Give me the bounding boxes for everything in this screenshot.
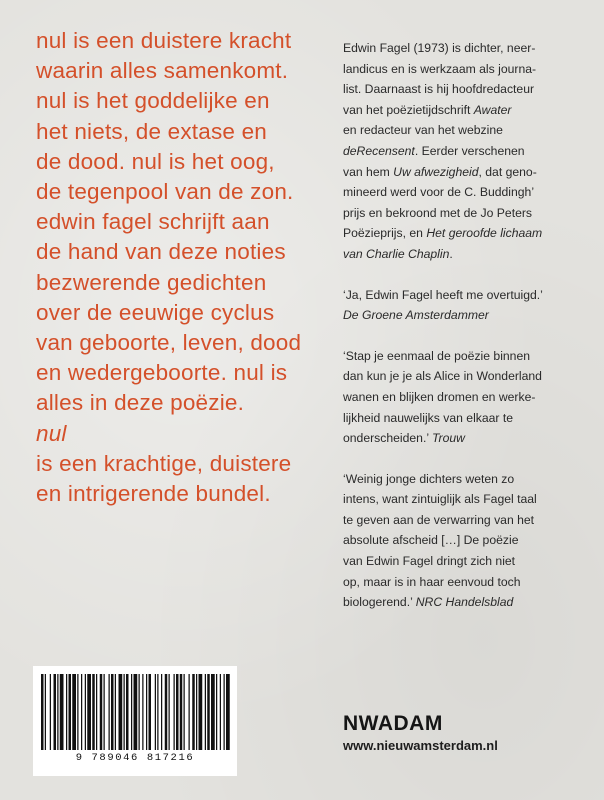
bio-line: mineerd werd voor de C. Buddingh’ bbox=[343, 185, 535, 200]
bio-line: en redacteur van het webzine bbox=[343, 123, 503, 138]
quote-source: De Groene Amsterdammer bbox=[343, 308, 489, 323]
blurb-title-italic: nul bbox=[36, 420, 67, 446]
quote-line: te geven aan de verwarring van het bbox=[343, 512, 535, 527]
bio-italic: Uw afwezigheid bbox=[393, 164, 479, 179]
bio-line bbox=[343, 223, 593, 244]
review-quote bbox=[343, 469, 593, 613]
quote-line: ‘Ja, Edwin Fagel heeft me overtuigd.’ bbox=[343, 287, 543, 302]
bio-text: . Eerder verschenen bbox=[414, 143, 525, 158]
blurb-line: is een krachtige, duistere bbox=[36, 450, 292, 476]
bio-text: van hem bbox=[343, 164, 390, 179]
blurb-line: de tegenpool van de zon. bbox=[36, 179, 294, 205]
blurb-line: en wedergeboorte. nul is bbox=[36, 360, 288, 386]
spacer bbox=[343, 265, 593, 285]
cover-blurb bbox=[36, 26, 326, 509]
bio-line: landicus en is werkzaam als journa- bbox=[343, 61, 537, 76]
blurb-line: van geboorte, leven, dood bbox=[36, 330, 302, 356]
bio-italic: deRecensent bbox=[343, 143, 415, 158]
barcode-bars-icon bbox=[39, 674, 231, 750]
blurb-line: edwin fagel schrijft aan bbox=[36, 209, 270, 235]
quote-line bbox=[343, 305, 593, 326]
quote-source: NRC Handelsblad bbox=[415, 595, 514, 610]
bio-line bbox=[343, 141, 593, 162]
quote-line: wanen en blijken dromen en werke- bbox=[343, 389, 536, 404]
blurb-line: en intrigerende bundel. bbox=[36, 481, 271, 507]
bio-line bbox=[343, 162, 593, 183]
quote-line: ‘Weinig jonge dichters weten zo bbox=[343, 471, 515, 486]
review-quote bbox=[343, 346, 593, 449]
right-column bbox=[343, 38, 593, 613]
isbn-barcode bbox=[33, 666, 237, 776]
quote-line bbox=[343, 592, 593, 613]
bio-line: Edwin Fagel (1973) is dichter, neer- bbox=[343, 41, 536, 55]
blurb-line: de dood. nul is het oog, bbox=[36, 148, 275, 174]
author-bio bbox=[343, 38, 593, 265]
barcode-digits: 9 789046 817216 bbox=[75, 752, 195, 764]
blurb-line: nul is een duistere kracht bbox=[36, 28, 292, 53]
blurb-line: nul is het goddelijke en bbox=[36, 88, 270, 114]
review-quote bbox=[343, 285, 593, 326]
quote-source: Trouw bbox=[432, 431, 465, 446]
spacer bbox=[343, 326, 593, 346]
bio-line bbox=[343, 100, 593, 121]
blurb-line: alles in deze poëzie. bbox=[36, 390, 245, 416]
blurb-line: bezwerende gedichten bbox=[36, 269, 267, 295]
bio-line: list. Daarnaast is hij hoofdredacteur bbox=[343, 82, 535, 97]
blurb-line: waarin alles samenkomt. bbox=[36, 58, 289, 84]
quote-text: onderscheiden.’ bbox=[343, 431, 429, 446]
blurb-line: het niets, de extase en bbox=[36, 118, 268, 144]
blurb-line bbox=[36, 419, 326, 449]
spacer bbox=[343, 449, 593, 469]
bio-text: van het poëzietijdschrift bbox=[343, 102, 471, 117]
bio-line bbox=[343, 244, 593, 265]
quote-line: op, maar is in haar eenvoud toch bbox=[343, 574, 521, 589]
quote-text: biologerend.’ bbox=[343, 595, 413, 610]
quote-line bbox=[343, 428, 593, 449]
publisher-logo: NWADAM bbox=[343, 712, 443, 735]
bio-italic: van Charlie Chaplin bbox=[343, 246, 450, 261]
bio-text: , dat geno- bbox=[478, 164, 537, 179]
quote-line: van Edwin Fagel dringt zich niet bbox=[343, 554, 516, 569]
quote-line: lijkheid nauwelijks van elkaar te bbox=[343, 410, 514, 425]
blurb-line: over de eeuwige cyclus bbox=[36, 299, 275, 325]
quote-line: ‘Stap je eenmaal de poëzie binnen bbox=[343, 348, 531, 363]
bio-text: Poëzieprijs, en bbox=[343, 226, 423, 241]
publisher-url[interactable]: www.nieuwamsterdam.nl bbox=[343, 738, 498, 753]
quote-line: absolute afscheid […] De poëzie bbox=[343, 533, 519, 548]
bio-italic: Het geroofde lichaam bbox=[426, 226, 543, 241]
bio-text: . bbox=[449, 246, 453, 261]
quote-line: dan kun je je als Alice in Wonderland bbox=[343, 369, 542, 384]
bio-italic: Awater bbox=[473, 102, 512, 117]
blurb-line: de hand van deze noties bbox=[36, 239, 286, 265]
quote-line: intens, want zintuiglijk als Fagel taal bbox=[343, 492, 537, 507]
bio-line: prijs en bekroond met de Jo Peters bbox=[343, 205, 533, 220]
